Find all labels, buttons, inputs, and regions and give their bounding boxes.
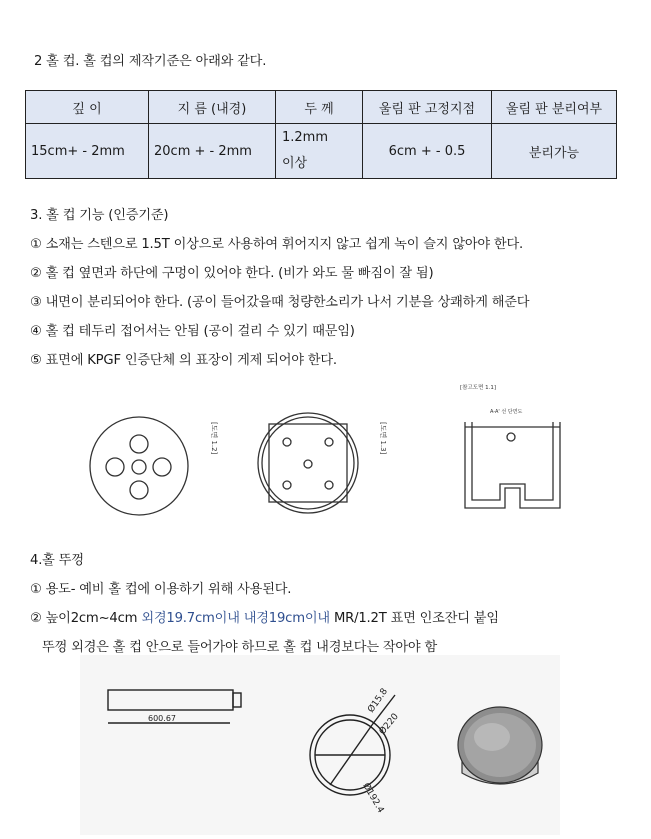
reference-drawing-label: [참고도면 1.1] [460, 385, 497, 391]
section4-item-3: 뚜껑 외경은 홀 컵 안으로 들어가야 하므로 홀 컵 내경보다는 작아야 함 [42, 640, 438, 655]
hole-cup-section-view [465, 422, 560, 508]
hole-cup-bottom-view [258, 413, 358, 513]
cell-plate-separation: 분리가능 [492, 124, 617, 179]
table-row [26, 124, 617, 179]
cell-thickness-line2: 이상 [282, 156, 308, 171]
figure-label-2: [도면 1.3] [379, 422, 387, 455]
section3-item-5: ⑤ 표면에 KPGF 인증단체 의 표장이 게제 되어야 한다. [30, 353, 337, 368]
section3-item-4: ④ 홀 컵 테두리 접어서는 안됨 (공이 걸리 수 있기 때문임) [30, 324, 355, 339]
section4-item-2 [30, 607, 499, 626]
cell-plate-fixing: 6cm + - 0.5 [363, 124, 492, 179]
header-thickness: 두 께 [276, 91, 363, 124]
section4-item-2-prefix: ② 높이2cm~4cm [30, 611, 142, 626]
lid-length-dimension: 600.67 [148, 714, 176, 723]
figure-label-1: [도면 1.2] [210, 422, 218, 455]
section4-title: 4.홀 뚜껑 [30, 553, 84, 568]
cell-depth: 15cm+ - 2mm [26, 124, 149, 179]
hole-cup-top-view [90, 417, 188, 515]
section3-title: 3. 홀 컵 기능 (인증기준) [30, 208, 169, 223]
cell-diameter: 20cm + - 2mm [149, 124, 276, 179]
header-diameter: 지 름 (내경) [149, 91, 276, 124]
section4-item-1: ① 용도- 예비 홀 컵에 이용하기 위해 사용된다. [30, 582, 292, 597]
turf-lid-illustration [458, 707, 542, 784]
hole-cup-figures [0, 380, 651, 520]
cell-thickness-line1: 1.2mm [282, 130, 329, 145]
section4-item-2-highlight: 외경19.7cm이내 내경19cm이내 [141, 611, 330, 626]
lid-dimension-1: Ø15.8 [366, 686, 391, 715]
table-header-row [26, 91, 617, 124]
cell-thickness [276, 124, 363, 179]
hole-lid-figures [80, 655, 560, 835]
header-plate-fixing: 울림 판 고정지점 [363, 91, 492, 124]
header-plate-separation: 울림 판 분리여부 [492, 91, 617, 124]
section3-item-3: ③ 내면이 분리되어야 한다. (공이 들어갔을때 청량한소리가 나서 기분을 상쾌하게 해준다 [30, 295, 530, 310]
lid-dimension-3: Ø192.4 [360, 781, 386, 815]
spec-table [25, 90, 617, 179]
header-depth: 깊 이 [26, 91, 149, 124]
section-view-label: A-A' 선 단면도 [490, 409, 523, 415]
section3-item-1: ① 소재는 스텐으로 1.5T 이상으로 사용하여 휘어지지 않고 쉽게 녹이 슬지 않아야 한다. [30, 237, 523, 252]
lid-dimension-2: Ø220 [377, 711, 401, 737]
section3-item-2: ② 홀 컵 옆면과 하단에 구멍이 있어야 한다. (비가 와도 물 빠짐이 잘 됨) [30, 266, 434, 281]
section2-heading: 2 홀 컵. 홀 컵의 제작기준은 아래와 같다. [34, 54, 267, 69]
section4-item-2-suffix: MR/1.2T 표면 인조잔디 붙임 [329, 611, 499, 626]
